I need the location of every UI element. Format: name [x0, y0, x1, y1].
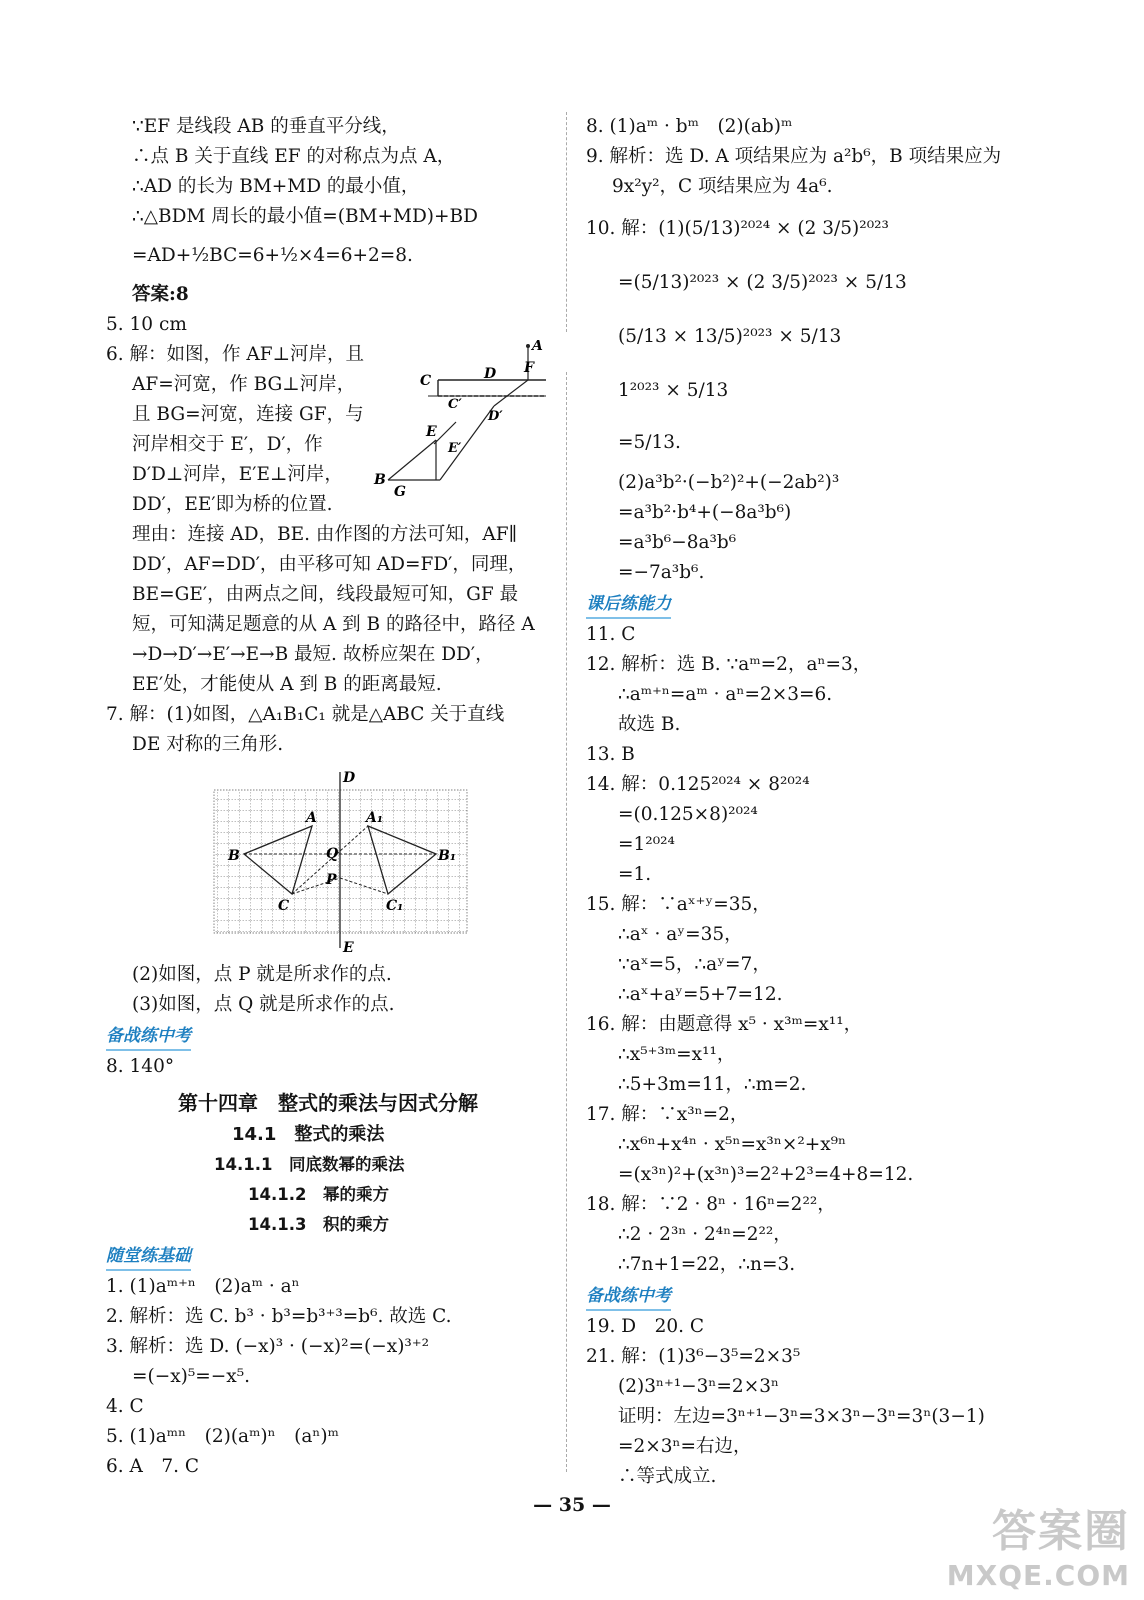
q6-line: DD′，EE′即为桥的位置. [132, 494, 333, 515]
answer-line: 8. 140° [106, 1056, 175, 1077]
q7-line: 7. 解：(1)如图，△A₁B₁C₁ 就是△ABC 关于直线 [106, 704, 505, 725]
subsection-title: 14.1.1 同底数幂的乘法 [214, 1155, 405, 1174]
answer-line: ∴aˣ+aʸ=5+7=12. [618, 984, 783, 1005]
label-d: D [484, 366, 497, 382]
q7-figure [106, 760, 550, 960]
q6-line: 且 BG=河宽，连接 GF，与 [132, 404, 364, 425]
answer-line: ∴aᵐ⁺ⁿ=aᵐ · aⁿ=2×3=6. [618, 684, 833, 705]
q6-reason-line: 理由：连接 AD，BE. 由作图的方法可知，AF∥ [132, 524, 518, 545]
q6-line: AF=河宽，作 BG⊥河岸， [132, 374, 356, 395]
q10-line: =(5/13)²⁰²³ × (2 3/5)²⁰²³ × 5/13 [618, 272, 907, 293]
answer-line: 8. (1)aᵐ · bᵐ (2)(ab)ᵐ [586, 116, 793, 137]
answer-line: =1²⁰²⁴ [618, 834, 675, 855]
q10-line: =a³b⁶−8a³b⁶ [618, 532, 737, 553]
section-title: 14.1 整式的乘法 [232, 1124, 385, 1145]
answer-line: 11. C [586, 624, 636, 645]
q7-line: DE 对称的三角形. [132, 734, 284, 755]
q6-line: D′D⊥河岸，E′E⊥河岸， [132, 464, 343, 485]
label-b: B [228, 848, 240, 864]
page-number: — 35 — [533, 1494, 611, 1516]
q6-reason-line: EE′处，才能使从 A 到 B 的距离最短. [132, 674, 442, 695]
q6-reason-line: BE=GE′，由两点之间，线段最短可知，GF 最 [132, 584, 519, 605]
river-bridge-diagram [368, 340, 550, 500]
answer-line: ∴7n+1=22，∴n=3. [618, 1254, 796, 1275]
answer-line: 3. 解析：选 D. (−x)³ · (−x)²=(−x)³⁺² [106, 1336, 430, 1357]
left-column [106, 112, 550, 1482]
label-q: Q [326, 846, 339, 862]
label-d-prime: D′ [488, 409, 503, 424]
answer-line: =1. [618, 864, 652, 885]
answer-line: ∴x⁵⁺³ᵐ=x¹¹， [618, 1044, 736, 1065]
label-b: B [374, 472, 386, 488]
label-b1: B₁ [438, 848, 456, 864]
answer-line: 19. D 20. C [586, 1316, 705, 1337]
label-e-prime: E′ [448, 441, 462, 456]
answer-line: 14. 解：0.125²⁰²⁴ × 8²⁰²⁴ [586, 774, 810, 795]
label-p: P [326, 872, 337, 888]
watermark-logo [947, 1495, 1130, 1592]
q6-line: 河岸相交于 E′，D′，作 [132, 434, 323, 455]
answer-line: 21. 解：(1)3⁶−3⁵=2×3⁵ [586, 1346, 801, 1367]
watermark-text: 答案圈 [992, 1506, 1130, 1557]
text-line: ∴△BDM 周长的最小值=(BM+MD)+BD [132, 206, 478, 227]
q10-line: =5/13. [618, 432, 681, 453]
column-divider-top [566, 112, 567, 332]
label-c-prime: C′ [448, 397, 462, 412]
watermark-url: MXQE.COM [946, 1559, 1130, 1592]
label-a: A [306, 810, 317, 826]
text-line: 5. 10 cm [106, 314, 187, 335]
label-g: G [394, 484, 406, 500]
text-line: =AD+½BC=6+½×4=6+2=8. [132, 245, 413, 266]
answer-line: 13. B [586, 744, 635, 765]
right-column [586, 112, 1046, 1492]
answer-line: 9x²y²，C 项结果应为 4a⁶. [612, 176, 833, 197]
reflection-grid-diagram [206, 766, 476, 956]
q6-reason-line: 短，可知满足题意的从 A 到 B 的路径中，路径 A [132, 614, 535, 635]
label-f: F [524, 360, 534, 376]
answer-line: =2×3ⁿ=右边， [618, 1436, 752, 1457]
label-e: E [343, 940, 354, 956]
answer-line: (2)3ⁿ⁺¹−3ⁿ=2×3ⁿ [618, 1376, 779, 1397]
section-tag-kehou: 课后练能力 [586, 591, 671, 619]
answer-line: ∵aˣ=5，∴aʸ=7， [618, 954, 771, 975]
label-c1: C₁ [386, 898, 404, 914]
answer-line: 2. 解析：选 C. b³ · b³=b³⁺³=b⁶. 故选 C. [106, 1306, 452, 1327]
section-tag-zhongkao: 备战练中考 [106, 1023, 191, 1051]
answer-line: ∴x⁶ⁿ+x⁴ⁿ · x⁵ⁿ=x³ⁿ×²+x⁹ⁿ [618, 1134, 847, 1155]
answer-line: 16. 解：由题意得 x⁵ · x³ᵐ=x¹¹， [586, 1014, 863, 1035]
text-line: ∴点 B 关于直线 EF 的对称点为点 A， [132, 146, 456, 167]
answer-line: ∴2 · 2³ⁿ · 2⁴ⁿ=2²²， [618, 1224, 792, 1245]
answer-line: 4. C [106, 1396, 144, 1417]
answer-line: 6. A 7. C [106, 1456, 200, 1477]
q6-line: 6. 解：如图，作 AF⊥河岸，且 [106, 344, 365, 365]
answer-line: =(−x)⁵=−x⁵. [132, 1366, 251, 1387]
label-d: D [343, 770, 356, 786]
q10-line: 10. 解：(1)(5/13)²⁰²⁴ × (2 3/5)²⁰²³ [586, 218, 889, 239]
label-a1: A₁ [366, 810, 383, 826]
answer-line: 故选 B. [618, 714, 681, 735]
q7-line: (3)如图，点 Q 就是所求作的点. [132, 994, 395, 1015]
q10-line: (2)a³b²·(−b²)²+(−2ab²)³ [618, 472, 840, 493]
answer-line: 证明：左边=3ⁿ⁺¹−3ⁿ=3×3ⁿ−3ⁿ=3ⁿ(3−1) [618, 1406, 985, 1427]
label-a: A [532, 340, 543, 354]
section-tag-suitang: 随堂练基础 [106, 1243, 191, 1271]
column-divider [566, 372, 567, 1472]
q10-line: (5/13 × 13/5)²⁰²³ × 5/13 [618, 326, 842, 347]
q6-reason-line: →D→D′→E′→E→B 最短. 故桥应架在 DD′， [132, 644, 494, 665]
text-line: ∴AD 的长为 BM+MD 的最小值， [132, 176, 420, 197]
answer-line: 答案:8 [132, 284, 189, 305]
answer-line: ∴aˣ · aʸ=35， [618, 924, 743, 945]
q6-block [106, 340, 550, 520]
section-tag-zhongkao-right: 备战练中考 [586, 1283, 671, 1311]
subsection-title: 14.1.2 幂的乘方 [248, 1185, 389, 1204]
answer-line: =(0.125×8)²⁰²⁴ [618, 804, 758, 825]
label-c: C [278, 898, 290, 914]
q10-line: =a³b²·b⁴+(−8a³b⁶) [618, 502, 792, 523]
answer-line: ∴等式成立. [618, 1466, 717, 1487]
answer-line: 12. 解析：选 B. ∵aᵐ=2，aⁿ=3， [586, 654, 872, 675]
label-e: E [426, 424, 437, 440]
answer-line: =(x³ⁿ)²+(x³ⁿ)³=2²+2³=4+8=12. [618, 1164, 914, 1185]
answer-line: 5. (1)aᵐⁿ (2)(aᵐ)ⁿ (aⁿ)ᵐ [106, 1426, 339, 1447]
text-line: ∵EF 是线段 AB 的垂直平分线， [132, 116, 400, 137]
q10-line: 1²⁰²³ × 5/13 [618, 380, 729, 401]
answer-line: 15. 解：∵aˣ⁺ʸ=35， [586, 894, 771, 915]
q7-line: (2)如图，点 P 就是所求作的点. [132, 964, 392, 985]
answer-line: ∴5+3m=11，∴m=2. [618, 1074, 807, 1095]
q6-reason-line: DD′，AF=DD′，由平移可知 AD=FD′，同理， [132, 554, 527, 575]
answer-line: 9. 解析：选 D. A 项结果应为 a²b⁶，B 项结果应为 [586, 146, 1002, 167]
q10-line: =−7a³b⁶. [618, 562, 705, 583]
chapter-title: 第十四章 整式的乘法与因式分解 [178, 1091, 478, 1115]
answer-line: 18. 解：∵2 · 8ⁿ · 16ⁿ=2²²， [586, 1194, 836, 1215]
answer-line: 17. 解：∵x³ⁿ=2， [586, 1104, 749, 1125]
subsection-title: 14.1.3 积的乘方 [248, 1215, 389, 1234]
label-c: C [420, 373, 432, 389]
answer-line: 1. (1)aᵐ⁺ⁿ (2)aᵐ · aⁿ [106, 1276, 300, 1297]
